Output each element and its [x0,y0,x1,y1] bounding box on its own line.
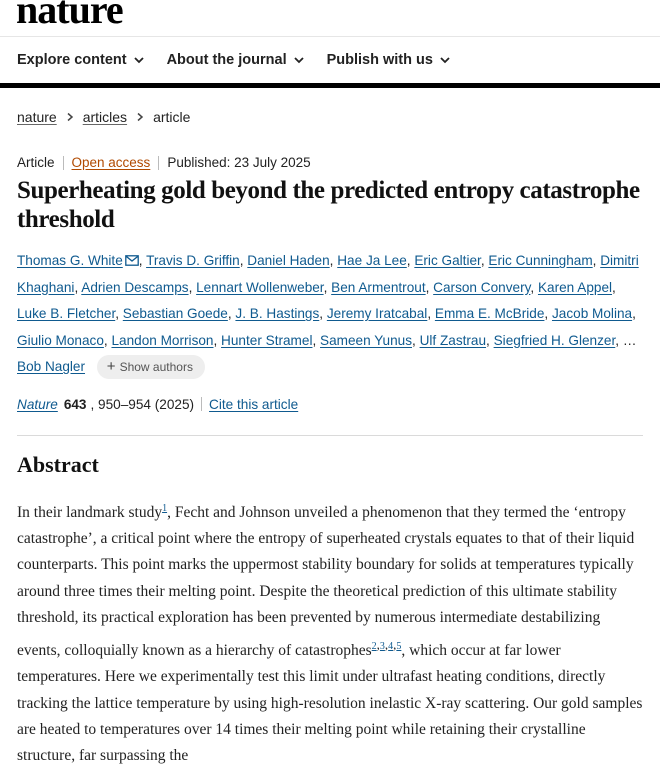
section-divider [17,435,643,436]
breadcrumb-current: article [153,109,191,125]
meta-divider [158,156,159,170]
author-link[interactable]: Giulio Monaco [17,332,104,348]
show-authors-button[interactable] [97,355,205,379]
chevron-down-icon [293,54,305,66]
author-link[interactable]: Jeremy Iratcabal [326,306,428,321]
abstract-part: , Fecht and Johnson unveiled a phenomenon that they termed the ‘entropy catastrophe’, a critical point where the entropy of superheated crystals equates to that of their liquid counterparts. This point marks the uppermost stability boundary for solids at temperatures typically around three times their melting point. Despite the theoretical prediction of this ultimate stability threshold, its practical exploration has been prevented by numerous intermediate destabilizing events, colloquially known as a hierarchy of catastrophes [17,503,635,659]
author-list: Thomas G. White , Travis D. Griffin, Daniel Haden, Hae Ja Lee, Eric Galtier, Eric Cunningham, Dimitri Khaghani, Adrien Descamps, Lennart Wollenweber, Ben Armentrout, Carson Convery, Karen Appel, Luke B. Fletcher, Sebastian Goede, J. B. Hastings, Jeremy Iratcabal, Emma E. McBride, Jacob Molina, Giulio Monaco, Landon Morrison, Hunter Stramel, Sameen Yunus, Ulf Zastrau, Siegfried H. Glenzer, … Bob Nagler + Show authors [17,248,643,381]
author-link[interactable]: Thomas G. White [17,253,123,268]
citation-line [17,397,643,412]
author-link[interactable]: Landon Morrison [111,332,214,348]
author-link[interactable]: Sebastian Goede [122,306,228,321]
nav-about-journal[interactable] [167,52,305,68]
reference-link[interactable]: 5 [396,640,402,652]
author-link[interactable]: Daniel Haden [247,253,330,268]
main-nav [0,36,660,88]
authors-ellipsis: … [622,332,637,348]
article-title: Superheating gold beyond the predicted entropy catastrophe threshold [17,177,640,233]
breadcrumb-nature[interactable]: nature [17,109,57,125]
cite-this-article-link[interactable]: Cite this article [209,396,299,412]
author-link[interactable]: Adrien Descamps [81,279,189,295]
open-access-link[interactable]: Open access [71,155,151,170]
author-link[interactable]: Ben Armentrout [331,279,426,295]
article-type: Article [17,155,55,170]
reference-link[interactable]: 1 [162,502,168,514]
abstract-part: In their landmark study [17,503,163,521]
nav-item-label: Explore content [17,52,127,68]
author-link[interactable]: Emma E. McBride [434,306,545,321]
author-link[interactable]: Eric Galtier [414,253,481,268]
author-link[interactable]: Hae Ja Lee [337,253,407,268]
site-logo[interactable]: nature [16,0,123,32]
chevron-right-icon [135,112,145,122]
author-link[interactable]: J. B. Hastings [235,306,320,321]
logo-bar [0,0,660,36]
author-link[interactable]: Dimitri Khaghani [17,253,639,295]
article-meta [0,128,660,170]
author-link[interactable]: Bob Nagler [17,359,86,374]
show-authors-label: Show authors [119,360,193,375]
reference-link[interactable]: 4 [388,640,394,652]
author-link[interactable]: Jacob Molina [551,306,633,321]
author-link[interactable]: Travis D. Griffin [146,253,240,268]
nav-item-label: Publish with us [326,52,433,68]
citation-pages: , 950–954 (2025) [90,396,195,412]
nav-explore-content[interactable] [17,52,145,68]
volume-number: 643 [63,396,87,412]
abstract-part: , which occur at far lower temperatures. Here we experimentally test this limit under ultrafast heating conditions, directly tracking the lattice temperature by using high-resolution inelastic X-ray scattering. Our gold samples are heated to temperatures over 14 times their melting point while retaining their crystalline structure, far surpassing the [17,641,643,765]
author-link[interactable]: Lennart Wollenweber [196,279,324,295]
reference-link[interactable]: 3 [379,640,385,652]
author-link[interactable]: Eric Cunningham [488,253,593,268]
nav-item-label: About the journal [166,52,287,68]
chevron-down-icon [133,54,145,66]
abstract-text: In their landmark study$^1$, Fecht and Johnson unveiled a phenomenon that they termed the ‘entropy catastrophe’, a critical point where the entropy of superheated crystals equates to that of their liquid counterparts. This point marks the uppermost stability boundary for solids at temperatures typically around three times their melting point. Despite the theoretical prediction of this ultimate stability threshold, its practical exploration has been prevented by numerous intermediate destabilizing events, colloquially known as a hierarchy of catastrophes$^{2,3,4,5}$, which occur at far lower temperatures. Here we experimentally test this limit under ultrafast heating conditions, directly tracking the lattice temperature by using high-resolution inelastic X-ray scattering. Our gold samples are heated to temperatures over 14 times their melting point while retaining their crystalline structure, far surpassing the [17,502,643,765]
mail-icon[interactable] [125,255,139,266]
journal-link[interactable]: Nature [17,396,58,412]
author-link[interactable]: Sameen Yunus [320,332,412,348]
author-link[interactable]: Karen Appel [537,279,613,295]
breadcrumb-articles[interactable]: articles [82,109,128,125]
chevron-down-icon [439,54,451,66]
author-link[interactable]: Luke B. Fletcher [17,306,116,321]
author-link[interactable]: Hunter Stramel [221,332,313,348]
plus-icon: + [106,358,116,376]
reference-link[interactable]: 2 [371,640,377,652]
author-link[interactable]: Siegfried H. Glenzer [493,332,616,348]
citation-divider [201,397,202,411]
author-link[interactable]: Carson Convery [433,279,531,295]
author-link[interactable]: Ulf Zastrau [419,332,487,348]
chevron-right-icon [65,112,75,122]
published-date: Published: 23 July 2025 [167,155,311,170]
nav-publish[interactable] [327,52,451,68]
breadcrumb [0,88,660,128]
meta-divider [63,156,64,170]
abstract-heading: Abstract [17,451,99,477]
